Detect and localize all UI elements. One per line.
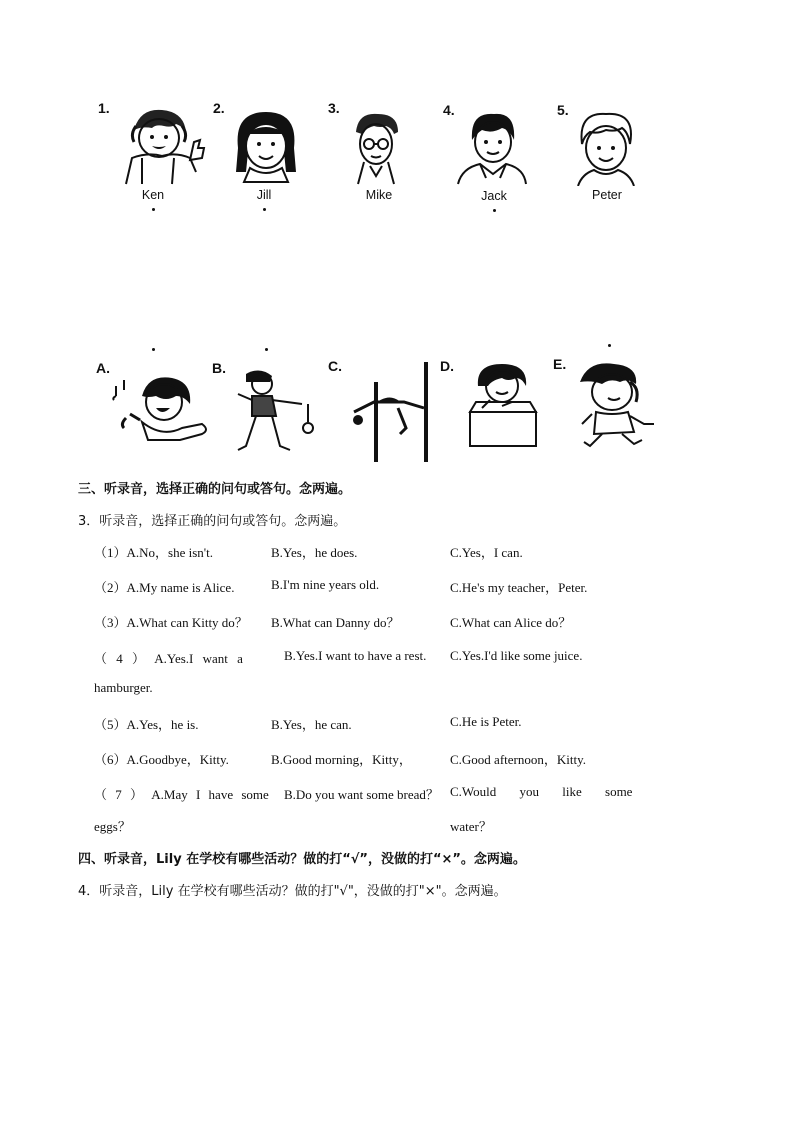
person-number: 1. <box>98 100 110 116</box>
section4-heading: 四、听录音，Lily 在学校有哪些活动？做的打“√”，没做的打“×”。念两遍。 <box>78 852 526 867</box>
ken-picture <box>112 104 210 188</box>
option-b: B.Do you want some bread？ <box>284 787 439 802</box>
option-c: C.He is Peter. <box>450 714 522 729</box>
option-a: （1）A.No，she isn't. <box>94 545 213 560</box>
option-b: B.What can Danny do？ <box>271 615 400 630</box>
option-b: B.Yes.I want to have a rest. <box>284 648 427 663</box>
mike-picture <box>344 110 404 186</box>
option-a: （6）A.Goodbye，Kitty. <box>94 752 229 767</box>
option-c-cont: water？ <box>450 819 492 834</box>
person-name: Peter <box>592 188 622 202</box>
option-c: C.Yes，I can. <box>450 545 523 560</box>
activity-letter: A. <box>96 360 110 376</box>
person-name: Ken <box>141 188 165 202</box>
person-name: Mike <box>365 188 393 202</box>
yoyo-picture <box>228 366 318 458</box>
option-a-cont: eggs？ <box>94 819 131 834</box>
option-b: B.Yes，he does. <box>271 545 358 560</box>
running-picture <box>572 358 662 454</box>
option-a: （ 7 ） A.May I have some <box>94 787 269 802</box>
person-name: Jill <box>256 188 272 202</box>
person-number: 3. <box>328 100 340 116</box>
activity-letter: E. <box>553 356 567 372</box>
singing-picture <box>112 372 212 442</box>
section3-heading: 三、听录音，选择正确的问句或答句。念两遍。 <box>78 482 352 497</box>
person-number: 4. <box>443 102 455 118</box>
option-c: C.Good afternoon，Kitty. <box>450 752 586 767</box>
person-number: 2. <box>213 100 225 116</box>
option-b: B.I'm nine years old. <box>271 577 380 592</box>
option-c: C.What can Alice do？ <box>450 615 572 630</box>
option-b: B.Yes，he can. <box>271 717 352 732</box>
drawing-picture <box>462 362 546 450</box>
jack-picture <box>456 110 528 186</box>
option-b: B.Good morning，Kitty， <box>271 752 412 767</box>
section3-instruction: 3．听录音，选择正确的问句或答句。念两遍。 <box>78 514 347 529</box>
option-c: C.Would you like some <box>450 784 633 799</box>
jill-picture <box>228 108 302 186</box>
section4-instruction: 4．听录音，Lily 在学校有哪些活动？做的打"√"，没做的打"×"。念两遍。 <box>78 884 507 899</box>
option-a-cont: hamburger. <box>94 680 153 695</box>
option-a: （5）A.Yes，he is. <box>94 717 199 732</box>
option-a: （3）A.What can Kitty do？ <box>94 615 248 630</box>
peter-picture <box>572 110 640 186</box>
option-a: （ 4 ） A.Yes.I want a <box>94 651 243 666</box>
activity-letter: D. <box>440 358 454 374</box>
option-c: C.He's my teacher，Peter. <box>450 580 588 595</box>
option-a: （2）A.My name is Alice. <box>94 580 235 595</box>
person-name: Jack <box>481 189 507 203</box>
high-jump-picture <box>350 362 434 462</box>
person-number: 5. <box>557 102 569 118</box>
option-c: C.Yes.I'd like some juice. <box>450 648 583 663</box>
activity-letter: C. <box>328 358 342 374</box>
activity-letter: B. <box>212 360 226 376</box>
